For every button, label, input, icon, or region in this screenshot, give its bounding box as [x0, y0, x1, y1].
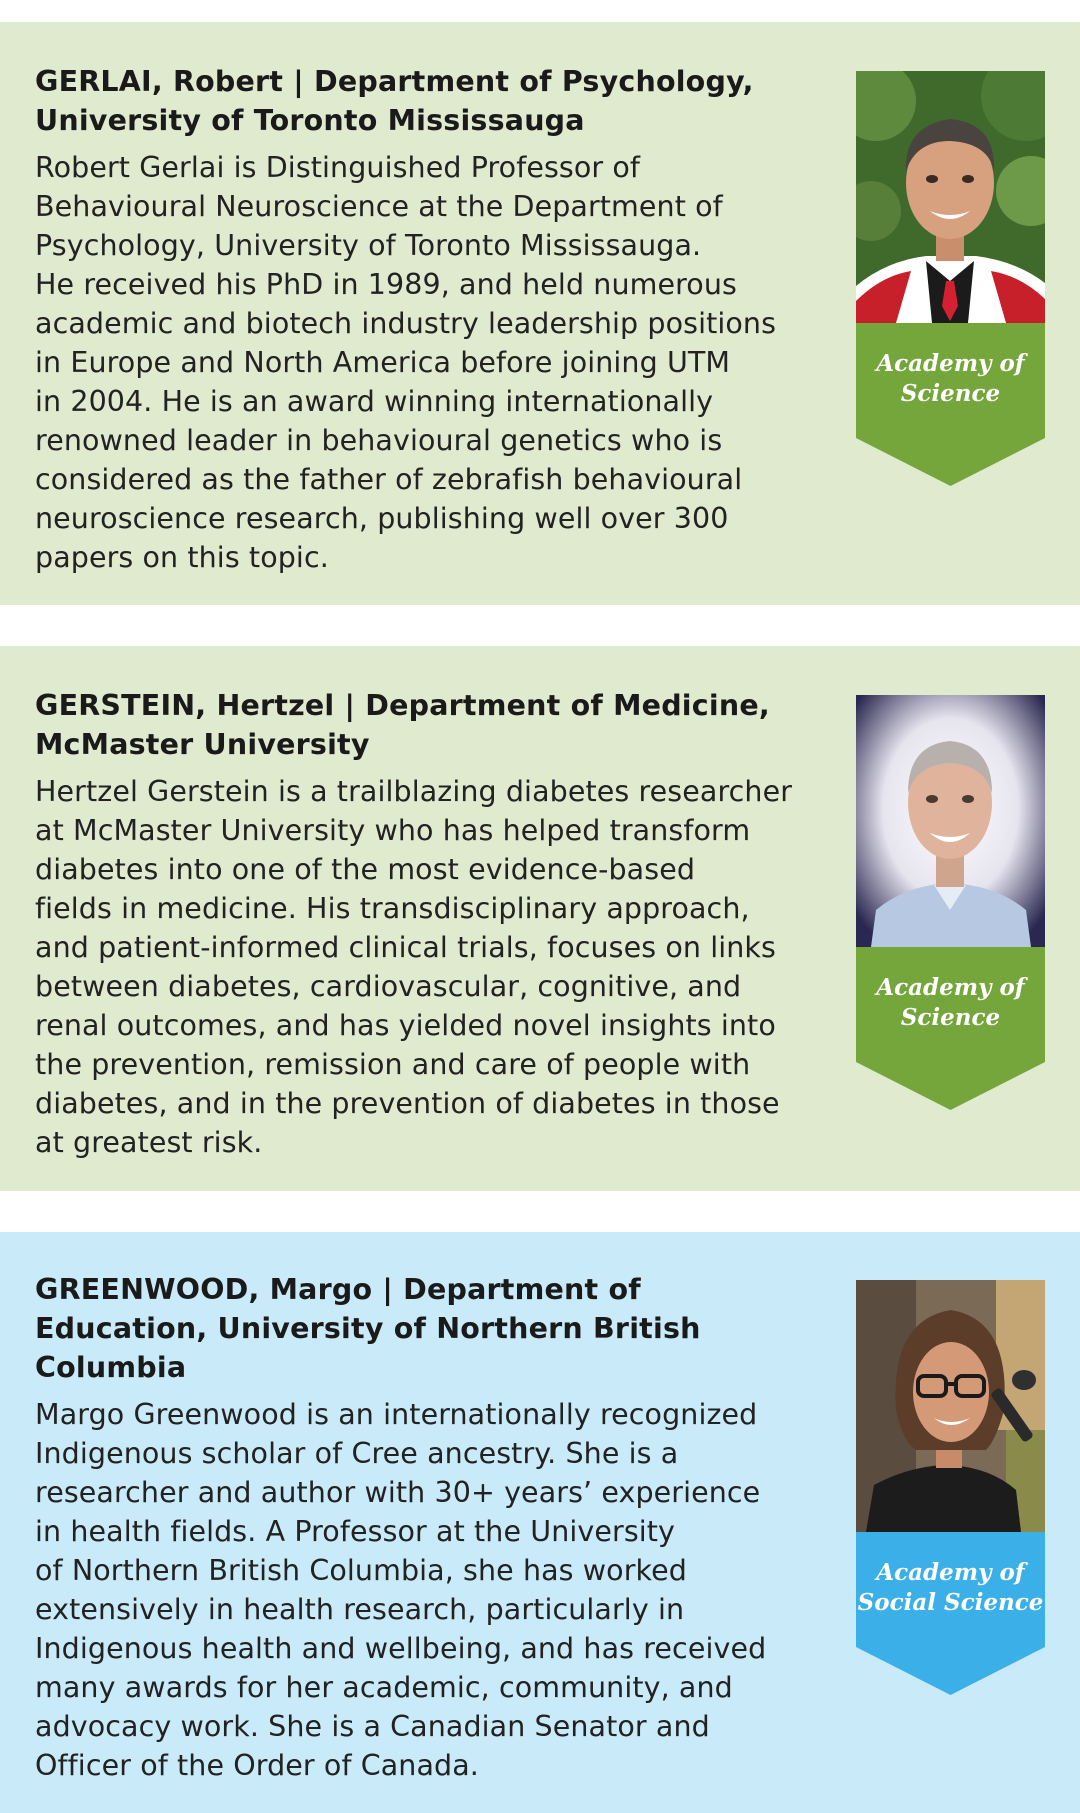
profile-text — [35, 1270, 835, 1785]
bio-line: Indigenous health and wellbeing, and has received — [35, 1632, 767, 1665]
profile-card-gerlai — [0, 22, 1080, 605]
title-line: GREENWOOD, Margo | Department of — [35, 1273, 641, 1306]
academy-label — [856, 973, 1045, 1033]
portrait-photo — [856, 71, 1045, 323]
academy-label-line: Social Science — [857, 1589, 1044, 1616]
bio-line: papers on this topic. — [35, 541, 329, 574]
bio-line: Hertzel Gerstein is a trailblazing diabetes researcher — [35, 775, 793, 808]
profile-bio — [35, 1395, 835, 1785]
bio-line: in 2004. He is an award winning internationally — [35, 385, 714, 418]
bio-line: and patient-informed clinical trials, focuses on links — [35, 931, 776, 964]
profile-title — [35, 686, 835, 764]
academy-ribbon — [856, 947, 1045, 1110]
profile-badge — [856, 71, 1045, 486]
portrait-photo — [856, 1280, 1045, 1532]
bio-line: at McMaster University who has helped transform — [35, 814, 751, 847]
profile-badge — [856, 1280, 1045, 1695]
bio-line: diabetes, and in the prevention of diabetes in those — [35, 1087, 780, 1120]
academy-ribbon — [856, 323, 1045, 486]
bio-line: Robert Gerlai is Distinguished Professor of — [35, 151, 641, 184]
profile-title — [35, 62, 835, 140]
title-line: Columbia — [35, 1351, 187, 1384]
bio-line: extensively in health research, particularly in — [35, 1593, 685, 1626]
title-line: Education, University of Northern British — [35, 1312, 701, 1345]
bio-line: considered as the father of zebrafish behavioural — [35, 463, 743, 496]
bio-line: the prevention, remission and care of people with — [35, 1048, 751, 1081]
academy-label-line: Science — [900, 1004, 1001, 1031]
bio-line: advocacy work. She is a Canadian Senator and — [35, 1710, 710, 1743]
profile-title — [35, 1270, 835, 1387]
bio-line: academic and biotech industry leadership positions — [35, 307, 777, 340]
portrait-photo — [856, 695, 1045, 947]
bio-line: between diabetes, cardiovascular, cognitive, and — [35, 970, 742, 1003]
bio-line: fields in medicine. His transdisciplinary approach, — [35, 892, 750, 925]
bio-line: many awards for her academic, community, and — [35, 1671, 733, 1704]
profile-text — [35, 686, 835, 1162]
bio-line: Margo Greenwood is an internationally recognized — [35, 1398, 758, 1431]
profile-card-gerstein — [0, 646, 1080, 1191]
bio-line: He received his PhD in 1989, and held numerous — [35, 268, 737, 301]
academy-label-line: Academy of — [876, 974, 1025, 1001]
title-line: GERSTEIN, Hertzel | Department of Medicine, — [35, 689, 770, 722]
title-line: GERLAI, Robert | Department of Psychology, — [35, 65, 754, 98]
bio-line: in Europe and North America before joining UTM — [35, 346, 731, 379]
profile-text — [35, 62, 835, 577]
bio-line: Officer of the Order of Canada. — [35, 1749, 479, 1782]
academy-label-line: Science — [900, 380, 1001, 407]
bio-line: neuroscience research, publishing well over 300 — [35, 502, 729, 535]
profile-card-greenwood — [0, 1232, 1080, 1813]
bio-line: at greatest risk. — [35, 1126, 263, 1159]
academy-label-line: Academy of — [876, 350, 1025, 377]
bio-line: renal outcomes, and has yielded novel insights into — [35, 1009, 776, 1042]
bio-line: diabetes into one of the most evidence-based — [35, 853, 696, 886]
bio-line: researcher and author with 30+ years’ experience — [35, 1476, 761, 1509]
academy-label — [856, 1558, 1045, 1618]
profile-badge — [856, 695, 1045, 1110]
bio-line: of Northern British Columbia, she has worked — [35, 1554, 687, 1587]
profile-bio — [35, 148, 835, 577]
academy-ribbon — [856, 1532, 1045, 1695]
bio-line: Indigenous scholar of Cree ancestry. She is a — [35, 1437, 679, 1470]
academy-label-line: Academy of — [876, 1559, 1025, 1586]
bio-line: Behavioural Neuroscience at the Department of — [35, 190, 723, 223]
profile-bio — [35, 772, 835, 1162]
academy-label — [856, 349, 1045, 409]
bio-line: in health fields. A Professor at the University — [35, 1515, 676, 1548]
bio-line: renowned leader in behavioural genetics who is — [35, 424, 723, 457]
title-line: University of Toronto Mississauga — [35, 104, 585, 137]
bio-line: Psychology, University of Toronto Mississauga. — [35, 229, 702, 262]
title-line: McMaster University — [35, 728, 370, 761]
